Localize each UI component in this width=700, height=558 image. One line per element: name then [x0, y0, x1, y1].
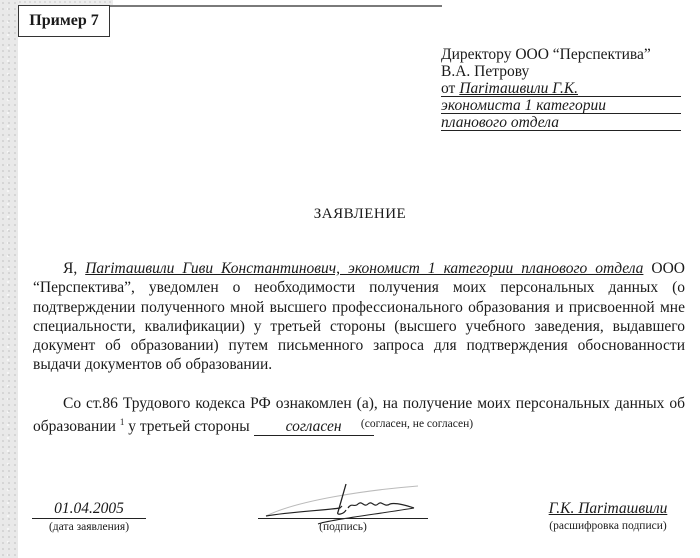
date-value: 01.04.2005 — [32, 500, 146, 519]
consent-field: согласен — [254, 419, 374, 436]
signature-hint: (подпись) — [319, 521, 367, 533]
applicant-name: Пariташвили Гиви Константинович, экономист 1 категории планового отдела — [85, 260, 644, 277]
from-row — [441, 80, 681, 97]
signature-block — [258, 500, 428, 534]
addressee-block — [441, 46, 681, 131]
from-name: Пariташвили Г.К. — [459, 80, 578, 97]
p1-prefix: Я, — [63, 260, 78, 277]
p2-text: Со ст.86 Трудового кодекса РФ ознакомлен (а), на получение моих персональных данных об образовании — [33, 394, 685, 436]
consent-hint: (согласен, не согласен) — [360, 418, 474, 430]
paragraph-1 — [33, 259, 685, 375]
from-label: от — [441, 80, 456, 97]
addressee-director: Директору ООО “Перспектива” — [441, 46, 651, 63]
paragraph-2 — [33, 394, 685, 437]
from-position: экономиста 1 категории — [441, 97, 681, 114]
example-label-box — [18, 5, 110, 37]
signature-decode-block — [540, 500, 676, 533]
document-title: ЗАЯВЛЕНИЕ — [313, 206, 407, 222]
document-body — [33, 259, 685, 437]
signature-decode-value: Г.К. Пariташвили — [548, 500, 668, 517]
signature-line — [258, 500, 428, 519]
footnote-marker: 1 — [119, 417, 125, 428]
date-block — [32, 500, 146, 534]
from-department: планового отдела — [441, 114, 681, 131]
addressee-name: В.А. Петрову — [441, 63, 530, 80]
decorative-left-strip — [0, 0, 18, 558]
example-label: Пример 7 — [29, 12, 99, 29]
p1-text: ООО “Перспектива”, уведомлен о необходимости получения моих персональных данных (о подтверждении полученного мной высшего профессионального образования и присвоенной мне специальности, квалификации) у третьей стороны (высшего учебного заведения, выдавшего документ об образовании) путем письменного запроса для подтверждения обоснованности выдачи документов об образовании. — [33, 260, 686, 374]
date-hint: (дата заявления) — [48, 521, 130, 533]
p2-tail: у третьей стороны — [128, 418, 250, 436]
signature-decode-hint: (расшифровка подписи) — [549, 520, 667, 532]
